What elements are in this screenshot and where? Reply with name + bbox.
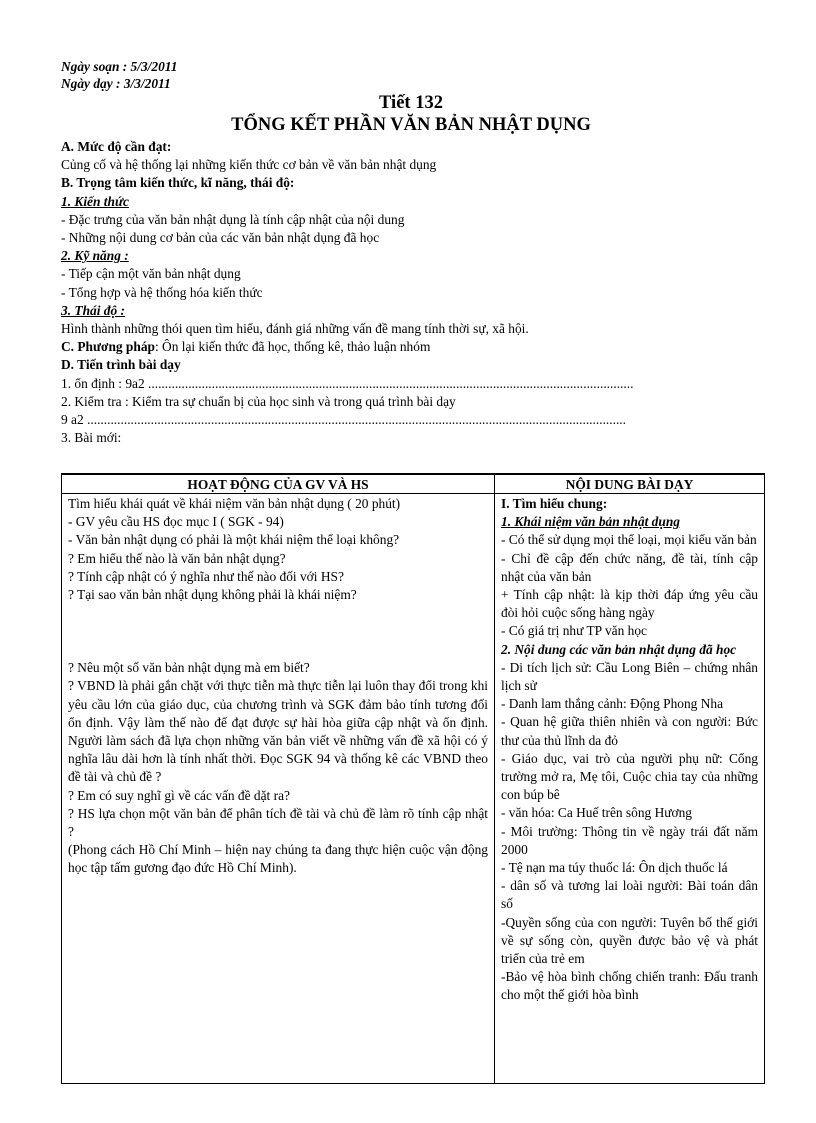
page-title: TỔNG KẾT PHẦN VĂN BẢN NHẬT DỤNG (231, 115, 591, 135)
content-item: - Tệ nạn ma túy thuốc lá: Ôn dịch thuốc lá (501, 860, 728, 876)
content-subheading-2: 2. Nội dung các văn bản nhật dụng đã học (501, 641, 737, 657)
activity-line: (Phong cách Hồ Chí Minh – hiện nay chúng ta đang thực hiện cuộc vận động học tập tấm gương đạo đức Hồ Chí Minh). (68, 842, 488, 876)
section-c-text: : Ôn lại kiến thức đã học, thống kê, thảo luận nhóm (154, 339, 431, 355)
content-subheading-1: 1. Khái niệm văn bản nhật dụng (501, 514, 680, 530)
content-item: - Quan hệ giữa thiên nhiên và con người: Bức thư của thủ lĩnh da đỏ (501, 714, 758, 748)
content-item: - Môi trường: Thông tin về ngày trái đất năm 2000 (501, 823, 758, 857)
section-c-heading: C. Phương pháp (61, 339, 155, 355)
content-item: - Có thể sử dụng mọi thể loại, mọi kiểu văn bản (501, 532, 757, 548)
content-item: - dân số và tương lai loài người: Bài toán dân số (501, 878, 758, 912)
activity-line: ? Tại sao văn bản nhật dụng không phải là khái niệm? (68, 587, 357, 603)
date-prepared: Ngày soạn : 5/3/2011 (61, 59, 178, 74)
lesson-number: Tiết 132 (379, 93, 443, 113)
content-item: - Danh lam thắng cảnh: Động Phong Nha (501, 696, 724, 712)
content-item: -Quyền sống của con người: Tuyên bố thế giới về sự sống còn, quyền được bảo vệ và phát triển của trẻ em (501, 914, 758, 967)
content-item: - Giáo dục, vai trò của người phụ nữ: Cổng trường mở ra, Mẹ tôi, Cuộc chia tay của những con búp bê (501, 750, 758, 803)
content-item: - Di tích lịch sử: Cầu Long Biên – chứng nhân lịch sử (501, 659, 758, 694)
knowledge-heading: 1. Kiến thức (61, 193, 129, 209)
col-right-header: NỘI DUNG BÀI DẠY (495, 474, 765, 494)
content-item: + Tính cập nhật: là kịp thời đáp ứng yêu cầu đòi hỏi cuộc sống hàng ngày (501, 587, 758, 621)
activity-paragraph: ? VBND là phải gắn chặt với thực tiễn mà thực tiễn lại luôn thay đổi trong khi yêu cầu lớn của giáo dục, của chương trình và SGK đảm bảo tính tương đối ổn định. Vậy làm thế nào để đạt được sự hài hòa giữa cập nhật và ổn định. Người làm sách đã lựa chọn những văn bản viết về những vấn đề xã hội có ý nghĩa lâu dài hơn là tính nhất thời. Đọc SGK 94 và thống kê các VBND theo đề tài và chủ đề ? (68, 678, 488, 785)
activity-line: Tìm hiểu khái quát về khái niệm văn bản nhật dụng ( 20 phút) (68, 496, 401, 511)
activity-line: ? HS lựa chọn một văn bản để phân tích đề tài và chủ đề làm rõ tính cập nhật ? (68, 805, 488, 840)
activity-line: ? Em hiểu thế nào là văn bản nhật dụng? (68, 550, 286, 566)
section-a-heading: A. Mức độ cần đạt: (61, 139, 172, 154)
skills-heading: 2. Kỹ năng : (61, 248, 129, 264)
knowledge-item: - Những nội dung cơ bản của các văn bản nhật dụng đã học (61, 230, 380, 246)
document-page (61, 58, 761, 447)
col-left-header: HOẠT ĐỘNG CỦA GV VÀ HS (62, 474, 495, 494)
section-a-text: Củng cố và hệ thống lại những kiến thức cơ bản về văn bản nhật dụng (61, 157, 437, 173)
step-2-class: 9 a2 ................................................................................................................................................................. (61, 412, 627, 428)
knowledge-item: - Đặc trưng của văn bản nhật dụng là tính cập nhật của nội dung (61, 211, 405, 227)
attitude-text: Hình thành những thói quen tìm hiểu, đánh giá những vấn đề mang tính thời sự, xã hội. (61, 321, 529, 337)
content-item: - Có giá trị như TP văn học (501, 623, 647, 639)
lesson-table (61, 473, 765, 1084)
dates-block (61, 58, 761, 92)
step-1: 1. ổn định : 9a2 ................................................................................................................................................. (61, 375, 634, 391)
activity-line: - GV yêu cầu HS đọc mục I ( SGK - 94) (68, 514, 284, 530)
content-item: - Chỉ đề cập đến chức năng, đề tài, tính cập nhật của văn bản (501, 550, 758, 584)
activity-line: - Văn bản nhật dụng có phải là một khái niệm thể loại không? (68, 532, 400, 548)
content-cell (495, 494, 765, 1084)
section-c (61, 338, 761, 356)
activity-line: ? Tính cập nhật có ý nghĩa như thế nào đối với HS? (68, 568, 344, 584)
step-3: 3. Bài mới: (61, 430, 122, 446)
content-item: - văn hóa: Ca Huế trên sông Hương (501, 805, 692, 821)
skills-item: - Tiếp cận một văn bản nhật dụng (61, 266, 241, 282)
section-b-heading: B. Trọng tâm kiến thức, kĩ năng, thái độ: (61, 175, 295, 191)
activity-cell (62, 494, 495, 1084)
content-heading: I. Tìm hiểu chung: (501, 496, 608, 511)
section-d-heading: D. Tiến trình bài dạy (61, 357, 181, 373)
activity-line: ? Nêu một số văn bản nhật dụng mà em biết? (68, 660, 310, 676)
attitude-heading: 3. Thái độ : (61, 302, 125, 318)
activity-line: ? Em có suy nghĩ gì về các vấn đề dặt ra? (68, 787, 290, 803)
content-item: -Bảo vệ hòa bình chống chiến tranh: Đấu tranh cho một thế giới hòa bình (501, 969, 758, 1003)
skills-item: - Tổng hợp và hệ thống hóa kiến thức (61, 284, 263, 300)
step-2: 2. Kiểm tra : Kiểm tra sự chuẩn bị của học sinh và trong quá trình bài dạy (61, 393, 456, 409)
date-taught: Ngày dạy : 3/3/2011 (61, 76, 171, 91)
